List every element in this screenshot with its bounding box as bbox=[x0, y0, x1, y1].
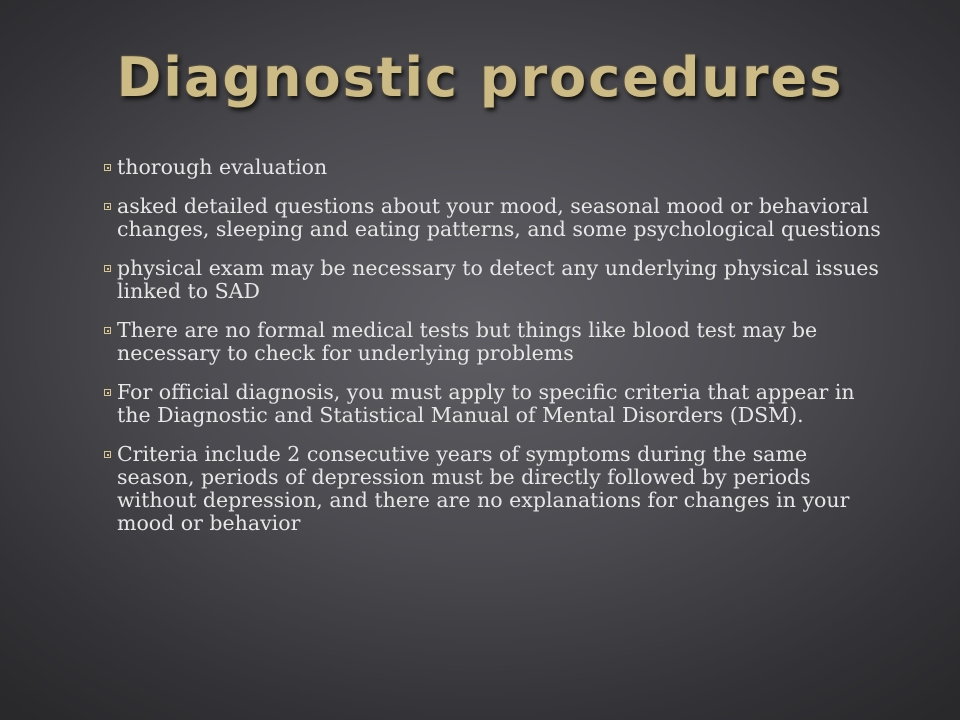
square-bullet-icon bbox=[104, 164, 111, 171]
bullet-item bbox=[104, 381, 884, 427]
bullet-item bbox=[104, 319, 884, 365]
bullet-item bbox=[104, 257, 884, 303]
bullet-text: physical exam may be necessary to detect any underlying physical issues linked to SAD bbox=[117, 256, 879, 303]
square-bullet-icon bbox=[104, 265, 111, 272]
bullet-list bbox=[104, 156, 884, 551]
bullet-item bbox=[104, 195, 884, 241]
bullet-text: asked detailed questions about your mood, seasonal mood or behavioral changes, sleeping and eating patterns, and some psychological questions bbox=[117, 194, 881, 241]
square-bullet-icon bbox=[104, 327, 111, 334]
square-bullet-icon bbox=[104, 451, 111, 458]
bullet-text: There are no formal medical tests but things like blood test may be necessary to check for underlying problems bbox=[117, 318, 818, 365]
square-bullet-icon bbox=[104, 389, 111, 396]
bullet-text: Criteria include 2 consecutive years of symptoms during the same season, periods of depression must be directly followed by periods without depression, and there are no explanations for changes in your mood or behavior bbox=[117, 442, 850, 535]
bullet-text: For official diagnosis, you must apply to specific criteria that appear in the Diagnostic and Statistical Manual of Mental Disorders (DSM). bbox=[117, 380, 855, 427]
bullet-item bbox=[104, 443, 884, 535]
bullet-text: thorough evaluation bbox=[117, 155, 328, 179]
slide-title: Diagnostic procedures bbox=[116, 46, 844, 109]
square-bullet-icon bbox=[104, 203, 111, 210]
bullet-item bbox=[104, 156, 884, 179]
